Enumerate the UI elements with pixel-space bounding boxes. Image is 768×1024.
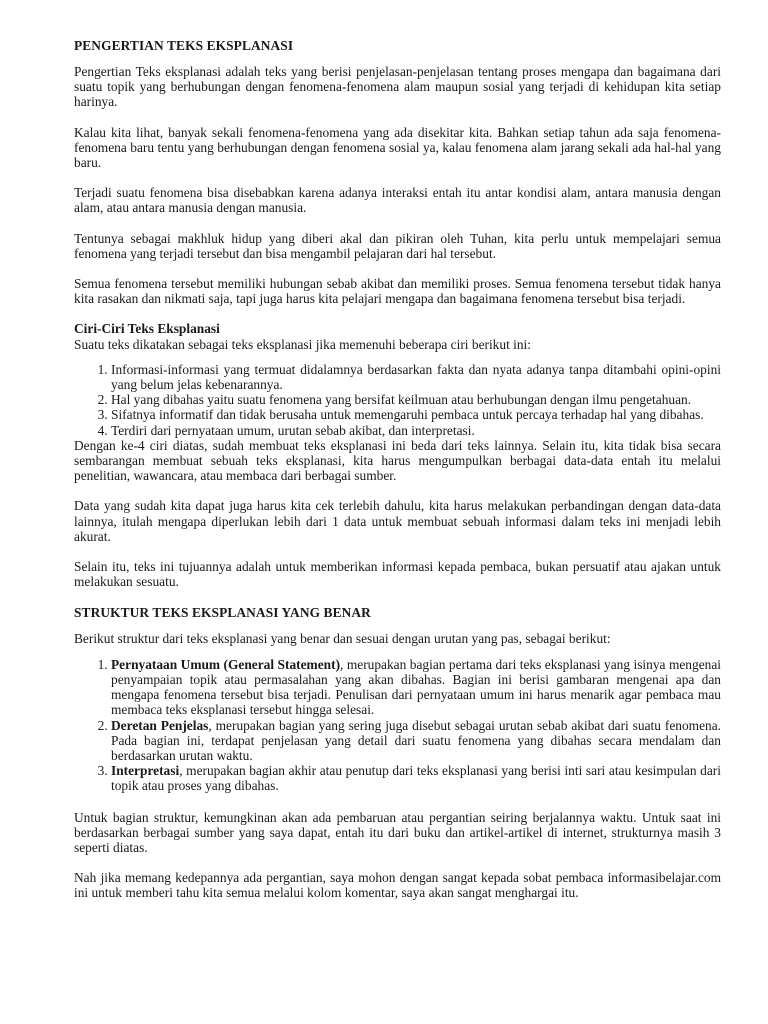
term-description: , merupakan bagian akhir atau penutup dari teks eksplanasi yang berisi inti sari atau kesimpulan dari topik atau proses yang dibahas. bbox=[111, 763, 721, 794]
paragraph: Kalau kita lihat, banyak sekali fenomena-fenomena yang ada disekitar kita. Bahkan setiap tahun ada saja fenomena-fenomena baru tentu yang berhubungan dengan fenomena sosial ya, kalau fenomena alam jarang sekali ada hal-hal yang baru. bbox=[74, 124, 721, 171]
term-description: , merupakan bagian yang sering juga disebut sebagai urutan sebab akibat dari suatu fenomena. Pada bagian ini, terdapat penjelasan yang detail dari suatu fenomena yang dibahas secara mendalam dan berdasarkan urutan waktu. bbox=[111, 717, 721, 763]
list-item bbox=[111, 763, 721, 793]
ciri-intro: Suatu teks dikatakan sebagai teks eksplanasi jika memenuhi beberapa ciri berikut ini: bbox=[74, 336, 532, 352]
list-item: 2. Hal yang dibahas yaitu suatu fenomena yang bersifat keilmuan atau berhubungan dengan ilmu pengetahuan. bbox=[111, 392, 721, 407]
list-item: 1. Informasi-informasi yang termuat didalamnya berdasarkan fakta dan nyata adanya tanpa ditambahi opini-opini yang belum jelas kebenarannya. bbox=[111, 362, 721, 392]
term-description: , merupakan bagian pertama dari teks eksplanasi yang isinya mengenai penyampaian topik atau permasalahan yang akan dibahas. Bagian ini berisi gambaran mengenai apa dan mengapa fenomena tersebut bisa terjadi. Penulisan dari pernyataan umum ini harus menarik agar pembaca mau membaca teks eksplanasi tersebut hingga selesai. bbox=[111, 656, 721, 718]
list-item bbox=[111, 657, 721, 718]
paragraph: Nah jika memang kedepannya ada pergantian, saya mohon dengan sangat kepada sobat pembaca informasibelajar.com ini untuk memberi tahu kita semua melalui kolom komentar, saya akan sangat menghargai itu. bbox=[74, 870, 721, 901]
paragraph: Terjadi suatu fenomena bisa disebabkan karena adanya interaksi entah itu antar kondisi alam, antara manusia dengan alam, atau antara manusia dengan manusia. bbox=[74, 185, 721, 216]
list-item: 4. Terdiri dari pernyataan umum, urutan sebab akibat, dan interpretasi. bbox=[111, 423, 721, 438]
struktur-list bbox=[74, 657, 721, 794]
ciri-list bbox=[74, 362, 721, 438]
paragraph: Tentunya sebagai makhluk hidup yang diberi akal dan pikiran oleh Tuhan, kita perlu untuk mempelajari semua fenomena yang terjadi tersebut dan bisa mengambil pelajaran dari hal tersebut. bbox=[74, 230, 721, 261]
paragraph: Pengertian Teks eksplanasi adalah teks yang berisi penjelasan-penjelasan tentang proses mengapa dan bagaimana dari suatu topik yang berhubungan dengan fenomena-fenomena alam maupun sosial yang terjadi di kehidupan kita setiap harinya. bbox=[74, 64, 721, 110]
paragraph: Semua fenomena tersebut memiliki hubungan sebab akibat dan memiliki proses. Semua fenomena tersebut tidak hanya kita rasakan dan nikmati saja, tapi juga harus kita pelajari mengapa dan bagaimana fenomena tersebut bisa terjadi. bbox=[74, 276, 721, 307]
term: Pernyataan Umum (General Statement) bbox=[111, 656, 341, 672]
list-item: 3. Sifatnya informatif dan tidak berusaha untuk memengaruhi pembaca untuk percaya terhadap hal yang dibahas. bbox=[111, 407, 721, 422]
term: Interpretasi bbox=[111, 763, 180, 779]
paragraph: Dengan ke-4 ciri diatas, sudah membuat teks eksplanasi ini beda dari teks lainnya. Selain itu, kita tidak bisa secara sembarangan membuat sebuah teks eksplanasi, kita harus mengumpulkan berbagai data-data entah itu melalui penelitian, wawancara, atau membaca dari berbagai sumber. bbox=[74, 437, 721, 484]
paragraph: Data yang sudah kita dapat juga harus kita cek terlebih dahulu, kita harus melakukan perbandingan dengan data-data lainnya, itulah mengapa diperlukan lebih dari 1 data untuk membuat sebuah informasi dalam teks ini menjadi lebih akurat. bbox=[74, 498, 721, 544]
section-heading-struktur: STRUKTUR TEKS EKSPLANASI YANG BENAR bbox=[74, 605, 371, 621]
paragraph: Untuk bagian struktur, kemungkinan akan ada pembaruan atau pergantian seiring berjalannya waktu. Untuk saat ini berdasarkan berbagai sumber yang saya dapat, entah itu dari buku dan artikel-artikel di internet, strukturnya masih 3 seperti diatas. bbox=[74, 809, 721, 855]
subheading-ciri: Ciri-Ciri Teks Eksplanasi bbox=[74, 321, 220, 337]
struktur-intro: Berikut struktur dari teks eksplanasi yang benar dan sesuai dengan urutan yang pas, sebagai berikut: bbox=[74, 631, 611, 647]
list-item bbox=[111, 718, 721, 764]
section-heading-pengertian: PENGERTIAN TEKS EKSPLANASI bbox=[74, 38, 294, 53]
paragraph: Selain itu, teks ini tujuannya adalah untuk memberikan informasi kepada pembaca, bukan persuatif atau ajakan untuk melakukan sesuatu. bbox=[74, 559, 721, 590]
term: Deretan Penjelas bbox=[111, 717, 209, 733]
